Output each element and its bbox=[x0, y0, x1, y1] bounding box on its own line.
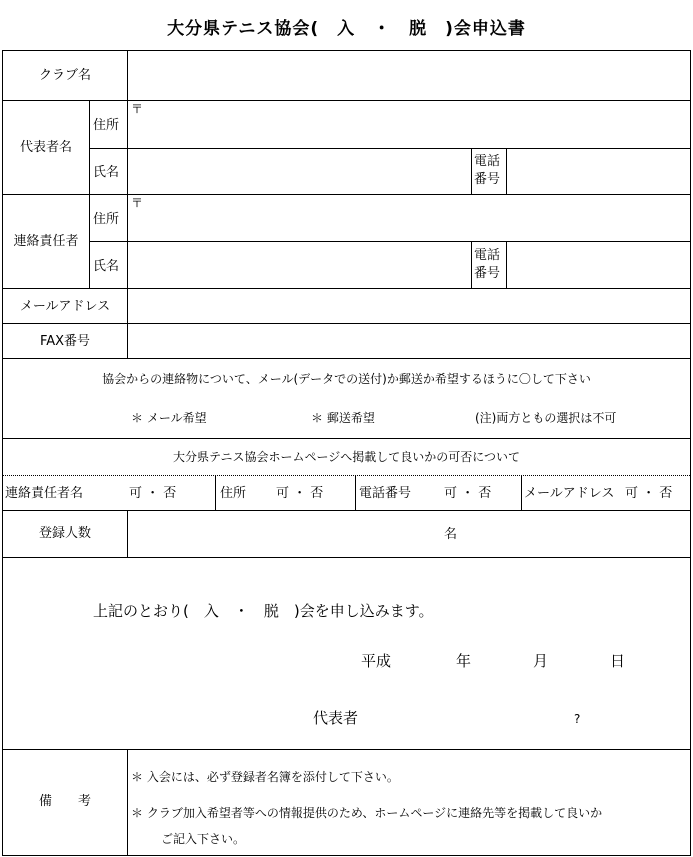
contact-phone-field[interactable] bbox=[508, 243, 687, 286]
label-column-divider bbox=[127, 749, 128, 855]
date-era: 平成 bbox=[361, 652, 392, 670]
member-count-field[interactable] bbox=[129, 512, 439, 555]
representative-label: 代表者名 bbox=[19, 140, 72, 155]
row-divider bbox=[3, 557, 690, 558]
homepage-item-choice[interactable]: 可 ・ 否 bbox=[276, 486, 324, 501]
form-title: 大分県テニス協会( 入 ・ 脱 )会申込書 bbox=[167, 19, 526, 39]
phone-label-divider bbox=[506, 148, 507, 194]
homepage-item-divider bbox=[355, 475, 356, 510]
representative-address-field[interactable] bbox=[129, 102, 687, 146]
club-name-label: クラブ名 bbox=[38, 68, 91, 83]
row-divider bbox=[3, 100, 690, 101]
phone-label: 番号 bbox=[474, 172, 501, 187]
delivery-question: 協会からの連絡物について、メール(データでの送付)か郵送か希望するほうに〇して下さい bbox=[102, 372, 591, 386]
seal-mark: ? bbox=[574, 712, 581, 726]
homepage-item-choice[interactable]: 可 ・ 否 bbox=[444, 486, 492, 501]
contact-name-field[interactable] bbox=[129, 243, 469, 286]
club-name-field[interactable] bbox=[129, 53, 687, 98]
dotted-divider bbox=[3, 475, 690, 476]
homepage-item-label: メールアドレス bbox=[524, 486, 615, 501]
application-form bbox=[2, 50, 691, 856]
row-divider bbox=[3, 194, 690, 195]
member-count-label: 登録人数 bbox=[38, 526, 91, 541]
row-divider bbox=[3, 438, 690, 439]
row-divider bbox=[89, 148, 690, 149]
row-divider bbox=[3, 358, 690, 359]
member-count-unit: 名 bbox=[444, 527, 458, 542]
contact-address-field[interactable] bbox=[129, 196, 687, 239]
phone-label: 電話 bbox=[474, 248, 501, 263]
fax-field[interactable] bbox=[129, 325, 687, 356]
row-divider bbox=[3, 510, 690, 511]
homepage-item-label: 電話番号 bbox=[359, 486, 412, 501]
option-mail[interactable]: ＊ メール希望 bbox=[131, 411, 207, 425]
postal-mark: 〒 bbox=[131, 102, 144, 116]
declaration-text: 上記のとおり( 入 ・ 脱 )会を申し込みます。 bbox=[93, 602, 434, 620]
fax-label: FAX番号 bbox=[39, 334, 91, 349]
homepage-item-label: 連絡責任者名 bbox=[5, 486, 84, 501]
label-column-divider bbox=[127, 510, 128, 557]
row-divider bbox=[89, 241, 690, 242]
phone-label: 電話 bbox=[474, 154, 501, 169]
sublabel-column-divider bbox=[89, 100, 90, 288]
contact-address-label: 住所 bbox=[93, 212, 120, 227]
row-divider bbox=[3, 749, 690, 750]
phone-label: 番号 bbox=[474, 266, 501, 281]
option-post[interactable]: ＊ 郵送希望 bbox=[311, 411, 375, 425]
postal-mark: 〒 bbox=[131, 196, 144, 210]
contact-person-label: 連絡責任者 bbox=[13, 234, 79, 249]
homepage-item-label: 住所 bbox=[220, 486, 247, 501]
delivery-note: (注)両方ともの選択は不可 bbox=[475, 411, 617, 425]
row-divider bbox=[3, 288, 690, 289]
homepage-question: 大分県テニス協会ホームページへ掲載して良いかの可否について bbox=[172, 450, 521, 464]
remarks-note: ＊ クラブ加入希望者等への情報提供のため、ホームページに連絡先等を掲載して良いか bbox=[131, 806, 603, 820]
homepage-item-divider bbox=[521, 475, 522, 510]
label-column-divider bbox=[127, 51, 128, 358]
remarks-note: ご記入下さい。 bbox=[161, 832, 246, 846]
email-field[interactable] bbox=[129, 290, 687, 321]
phone-label-divider bbox=[471, 241, 472, 288]
date-month: 月 bbox=[533, 652, 549, 670]
representative-phone-field[interactable] bbox=[508, 150, 687, 192]
phone-label-divider bbox=[471, 148, 472, 194]
phone-label-divider bbox=[506, 241, 507, 288]
email-label: メールアドレス bbox=[19, 299, 111, 314]
homepage-item-divider bbox=[215, 475, 216, 510]
representative-name-label: 氏名 bbox=[93, 165, 120, 180]
representative-signature-label: 代表者 bbox=[313, 709, 359, 727]
remarks-note: ＊ 入会には、必ず登録者名簿を添付して下さい。 bbox=[131, 770, 399, 784]
remarks-label: 備 考 bbox=[38, 794, 91, 809]
contact-name-label: 氏名 bbox=[93, 259, 120, 274]
homepage-item-choice[interactable]: 可 ・ 否 bbox=[625, 486, 673, 501]
row-divider bbox=[3, 323, 690, 324]
homepage-item-choice[interactable]: 可 ・ 否 bbox=[129, 486, 177, 501]
date-year: 年 bbox=[456, 652, 472, 670]
date-day: 日 bbox=[610, 652, 626, 670]
representative-name-field[interactable] bbox=[129, 150, 469, 192]
representative-address-label: 住所 bbox=[93, 118, 120, 133]
